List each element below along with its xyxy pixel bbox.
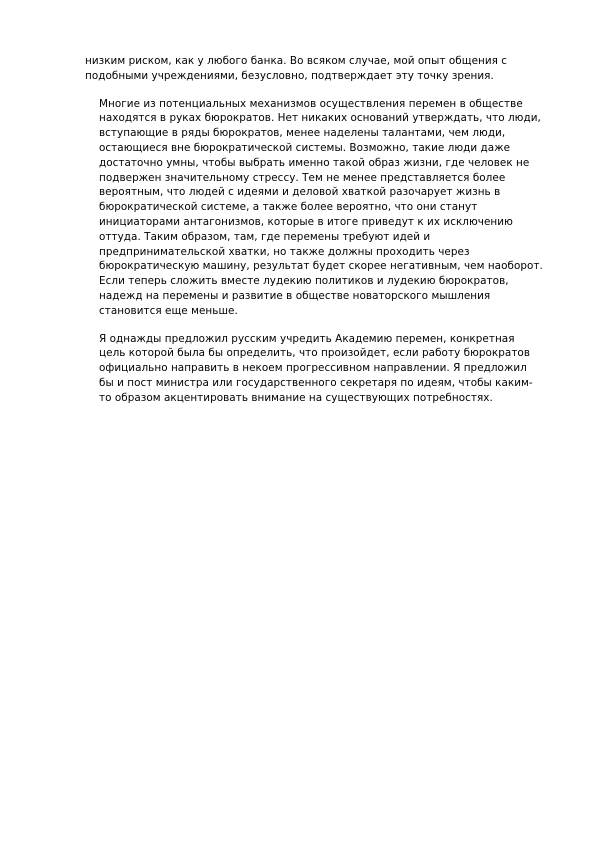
text-line: Если теперь сложить вместе лудекию политиков и лудекию бюрократов, (99, 275, 509, 288)
text-line: оттуда. Таким образом, там, где перемены требуют идей и (99, 230, 431, 243)
text-line: то образом акцентировать внимание на существующих потребностях. (99, 391, 493, 404)
text-line: официально направить в некоем прогрессивном направлении. Я предложил (99, 362, 527, 375)
text-line: бюрократической системе, а также более вероятно, что они станут (99, 201, 478, 214)
paragraph-2 (85, 97, 553, 319)
text-line: вероятным, что людей с идеями и деловой хваткой разочарует жизнь в (99, 186, 501, 199)
text-line: остающиеся вне бюрократической системы. Возможно, такие люди даже (99, 141, 511, 154)
text-line: цель которой была бы определить, что произойдет, если работу бюрократов (99, 347, 531, 360)
text-line: бюрократическую машину, результат будет скорее негативным, чем наоборот. (99, 260, 543, 273)
paragraph-3 (85, 332, 553, 406)
text-line: Я однажды предложил русским учредить Академию перемен, конкретная (99, 332, 515, 345)
text-line: Многие из потенциальных механизмов осуществления перемен в обществе (99, 97, 523, 110)
paragraph-1 (85, 54, 553, 84)
text-line: бы и пост министра или государственного секретаря по идеям, чтобы каким- (99, 376, 533, 389)
text-line: подобными учреждениями, безусловно, подтверждает эту точку зрения. (85, 69, 494, 82)
text-line: находятся в руках бюрократов. Нет никаких оснований утверждать, что люди, (99, 112, 541, 125)
text-line: низким риском, как у любого банка. Во всяком случае, мой опыт общения с (85, 55, 508, 67)
text-line: достаточно умны, чтобы выбрать именно такой образ жизни, где человек не (99, 156, 530, 169)
text-line: надежд на перемены и развитие в обществе новаторского мышления (99, 289, 491, 302)
text-line: становится еще меньше. (99, 304, 238, 317)
text-line: инициаторами антагонизмов, которые в итоге приведут к их исключению (99, 215, 513, 228)
text-line: вступающие в ряды бюрократов, менее наделены талантами, чем люди, (99, 127, 506, 140)
body-text (85, 54, 553, 419)
text-line: предпринимательской хватки, но также должны проходить через (99, 245, 470, 258)
text-line: подвержен значительному стрессу. Тем не менее представляется более (99, 171, 506, 184)
